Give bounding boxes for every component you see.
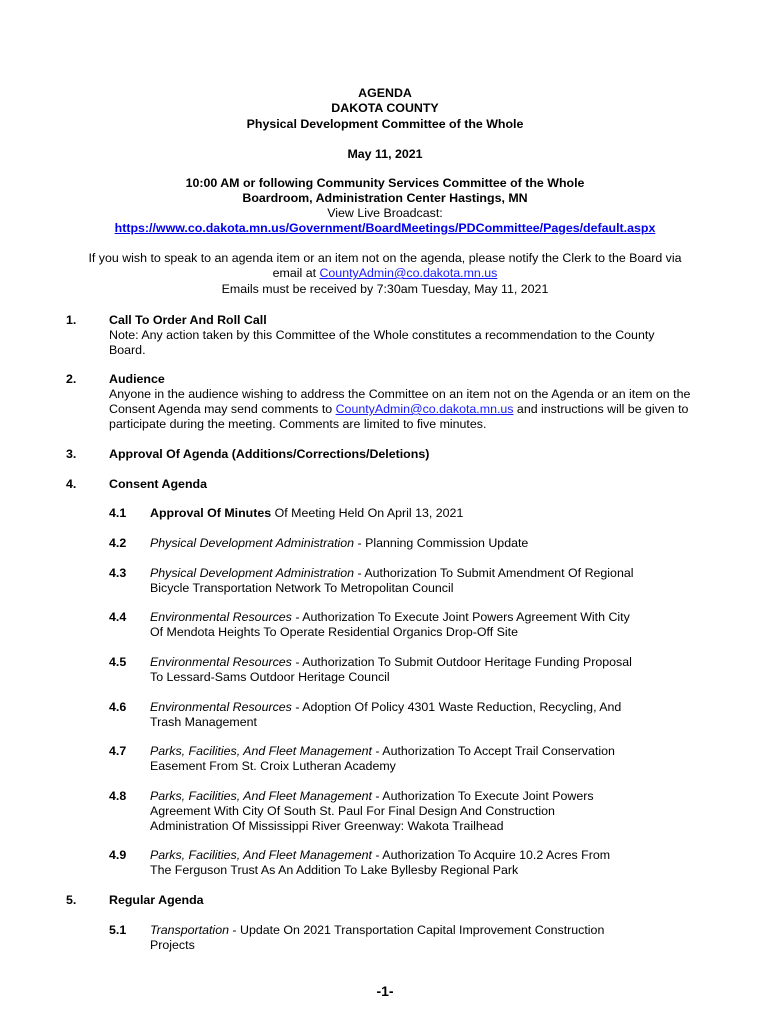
notice-line-3: Emails must be received by 7:30am Tuesday, May 11, 2021	[221, 282, 549, 296]
committee-name: Physical Development Committee of the Whole	[246, 117, 524, 131]
consent-item-4-9	[150, 848, 670, 863]
consent-item-4-7	[150, 744, 670, 759]
item-number: 4.4	[109, 610, 127, 624]
section-2-suffix: and instructions will be given to	[513, 402, 689, 416]
consent-item-4-8	[150, 789, 670, 804]
consent-item-4-6	[150, 700, 670, 715]
section-2-line-1: Anyone in the audience wishing to address the Committee on an item not on the Agenda or an item on the	[109, 387, 691, 401]
section-title-call-to-order: Call To Order And Roll Call	[109, 313, 267, 327]
consent-item-4-1	[150, 506, 670, 521]
notice-line-2	[0, 266, 770, 281]
item-number: 4.2	[109, 536, 127, 550]
section-1-note-cont: Board.	[109, 343, 146, 357]
item-text: Of Meeting Held On April 13, 2021	[271, 506, 464, 520]
item-number: 4.1	[109, 506, 127, 520]
section-number: 3.	[66, 447, 77, 461]
meeting-location: Boardroom, Administration Center Hastings, MN	[242, 191, 528, 205]
item-text-cont: Bicycle Transportation Network To Metropolitan Council	[150, 581, 454, 595]
county-name: DAKOTA COUNTY	[331, 101, 439, 115]
item-text-cont: Projects	[150, 938, 195, 952]
item-text: - Authorization To Execute Joint Powers Agreement With City	[291, 610, 630, 624]
section-title-approval: Approval Of Agenda (Additions/Corrections/Deletions)	[109, 447, 430, 461]
item-department: Transportation	[150, 923, 229, 937]
item-text-cont: The Ferguson Trust As An Addition To Lake Byllesby Regional Park	[150, 863, 519, 877]
section-title-consent: Consent Agenda	[109, 477, 207, 491]
section-2-prefix: Consent Agenda may send comments to	[109, 402, 336, 416]
item-number: 4.6	[109, 700, 127, 714]
item-department: Parks, Facilities, And Fleet Management	[150, 744, 372, 758]
item-text: - Update On 2021 Transportation Capital Improvement Construction	[228, 923, 605, 937]
item-department: Environmental Resources	[150, 655, 292, 669]
section-number: 2.	[66, 372, 77, 386]
section-number: 5.	[66, 893, 77, 907]
notice-line-1: If you wish to speak to an agenda item or an item not on the agenda, please notify the Clerk to the Board via	[88, 251, 682, 265]
item-text-cont: Easement From St. Croix Lutheran Academy	[150, 759, 396, 773]
item-text-cont: Agreement With City Of South St. Paul For Final Design And Construction	[150, 804, 555, 818]
item-text: - Authorization To Submit Outdoor Heritage Funding Proposal	[291, 655, 632, 669]
item-number: 4.7	[109, 744, 127, 758]
item-text: - Authorization To Execute Joint Powers	[371, 789, 594, 803]
item-text-cont: To Lessard-Sams Outdoor Heritage Council	[150, 670, 390, 684]
notice-email-prefix: email at	[272, 266, 320, 280]
item-number: 5.1	[109, 923, 127, 937]
item-department: Parks, Facilities, And Fleet Management	[150, 789, 372, 803]
section-2-line-2	[109, 402, 709, 417]
item-department: Parks, Facilities, And Fleet Management	[150, 848, 372, 862]
item-text: - Adoption Of Policy 4301 Waste Reduction, Recycling, And	[291, 700, 622, 714]
section-2-line-3: participate during the meeting. Comments are limited to five minutes.	[109, 417, 487, 431]
item-text: - Authorization To Submit Amendment Of Regional	[354, 566, 634, 580]
broadcast-label: View Live Broadcast:	[327, 206, 443, 220]
item-text-cont: Of Mendota Heights To Operate Residential Organics Drop-Off Site	[150, 625, 518, 639]
section-title-regular: Regular Agenda	[109, 893, 204, 907]
item-text: - Authorization To Acquire 10.2 Acres From	[371, 848, 611, 862]
page-number: -1-	[376, 983, 394, 999]
item-number: 4.5	[109, 655, 127, 669]
item-number: 4.3	[109, 566, 127, 580]
meeting-time: 10:00 AM or following Community Services Committee of the Whole	[185, 176, 585, 190]
section-number: 4.	[66, 477, 77, 491]
item-number: 4.9	[109, 848, 127, 862]
item-department: Environmental Resources	[150, 700, 292, 714]
item-text-cont: Trash Management	[150, 715, 257, 729]
section-number: 1.	[66, 313, 77, 327]
item-bold-title: Approval Of Minutes	[150, 506, 272, 520]
item-text: - Authorization To Accept Trail Conservation	[371, 744, 615, 758]
consent-item-4-3	[150, 566, 670, 581]
item-text-cont: Administration Of Mississippi River Greenway: Wakota Trailhead	[150, 819, 504, 833]
item-department: Physical Development Administration	[150, 566, 355, 580]
item-department: Environmental Resources	[150, 610, 292, 624]
consent-item-4-2	[150, 536, 670, 551]
section-2-email-link[interactable]: CountyAdmin@co.dakota.mn.us	[335, 402, 514, 416]
item-text: - Planning Commission Update	[354, 536, 529, 550]
agenda-heading: AGENDA	[358, 86, 412, 100]
consent-item-4-4	[150, 610, 670, 625]
consent-item-4-5	[150, 655, 670, 670]
meeting-date: May 11, 2021	[347, 147, 423, 161]
item-number: 4.8	[109, 789, 127, 803]
section-title-audience: Audience	[109, 372, 165, 386]
notice-email-link[interactable]: CountyAdmin@co.dakota.mn.us	[319, 266, 498, 280]
item-department: Physical Development Administration	[150, 536, 355, 550]
broadcast-link[interactable]: https://www.co.dakota.mn.us/Government/BoardMeetings/PDCommittee/Pages/default.aspx	[114, 221, 656, 235]
section-1-note: Note: Any action taken by this Committee of the Whole constitutes a recommendation to the County	[109, 328, 655, 342]
regular-item-5-1	[150, 923, 670, 938]
